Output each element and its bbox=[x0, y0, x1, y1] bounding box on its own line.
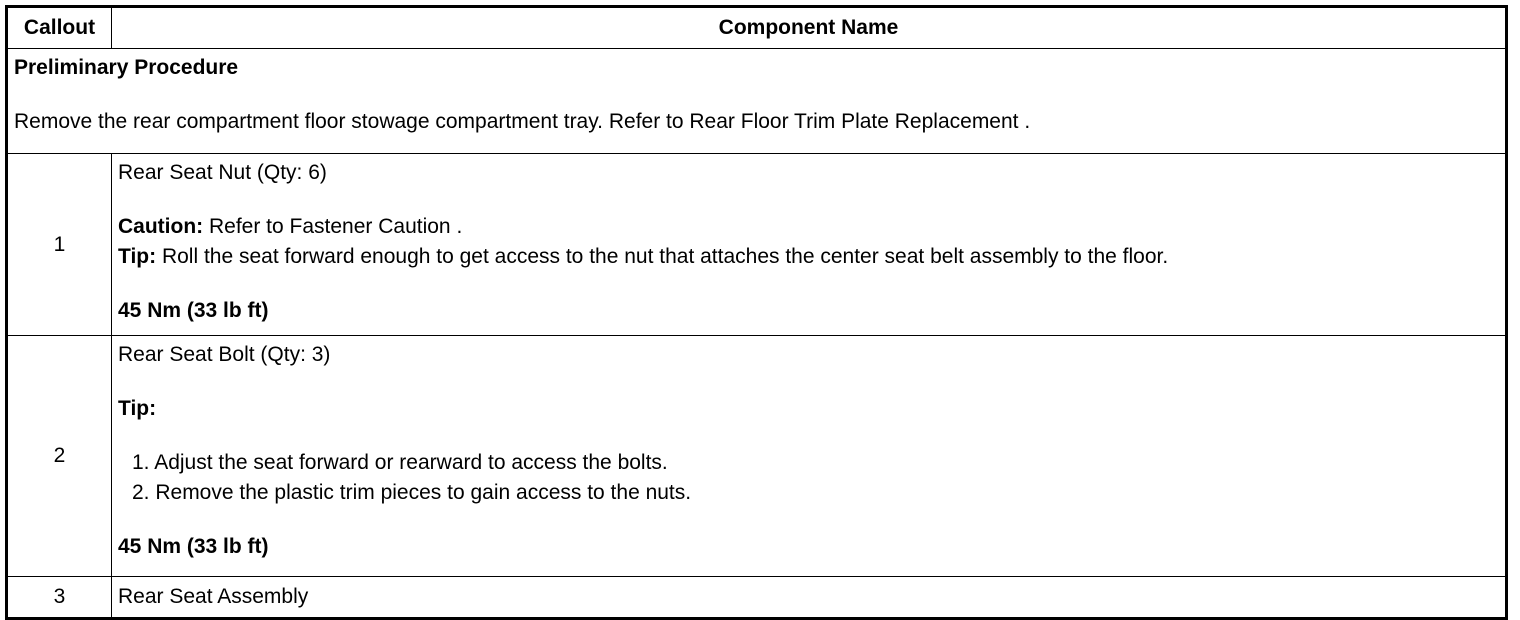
caution-text: Refer to Fastener Caution . bbox=[203, 215, 463, 238]
component-name: Rear Seat Bolt (Qty: 3) bbox=[118, 343, 331, 366]
list-item: 1. Adjust the seat forward or rearward to access the bolts. bbox=[132, 451, 668, 474]
tip-label: Tip: bbox=[118, 397, 157, 420]
component-name: Rear Seat Assembly bbox=[112, 577, 1507, 619]
tip-text: Roll the seat forward enough to get access to the nut that attaches the center seat belt assembly to the floor. bbox=[156, 245, 1169, 268]
torque-spec: 45 Nm (33 lb ft) bbox=[118, 535, 269, 558]
table-row bbox=[7, 154, 1507, 336]
table-row bbox=[7, 336, 1507, 577]
list-item: 2. Remove the plastic trim pieces to gain access to the nuts. bbox=[132, 481, 692, 504]
callout-number: 3 bbox=[7, 577, 112, 619]
callout-number: 2 bbox=[7, 336, 112, 577]
tip-label: Tip: bbox=[118, 245, 157, 268]
steps-list bbox=[118, 448, 1505, 508]
procedure-table bbox=[5, 5, 1508, 620]
caution-label: Caution: bbox=[118, 215, 204, 238]
preliminary-cell bbox=[7, 49, 1507, 154]
component-name: Rear Seat Nut (Qty: 6) bbox=[118, 161, 327, 184]
tip-line bbox=[118, 242, 1505, 272]
preliminary-text: Remove the rear compartment floor stowage compartment tray. Refer to Rear Floor Trim Plate Replacement . bbox=[14, 110, 1031, 133]
component-cell bbox=[112, 154, 1507, 336]
table-row bbox=[7, 577, 1507, 619]
callout-number: 1 bbox=[7, 154, 112, 336]
caution-line bbox=[118, 212, 1505, 242]
torque-spec: 45 Nm (33 lb ft) bbox=[118, 299, 269, 322]
callout-header: Callout bbox=[7, 7, 112, 49]
preliminary-title: Preliminary Procedure bbox=[14, 56, 239, 79]
component-name-header: Component Name bbox=[112, 7, 1507, 49]
preliminary-row bbox=[7, 49, 1507, 154]
header-row bbox=[7, 7, 1507, 49]
component-cell bbox=[112, 336, 1507, 577]
